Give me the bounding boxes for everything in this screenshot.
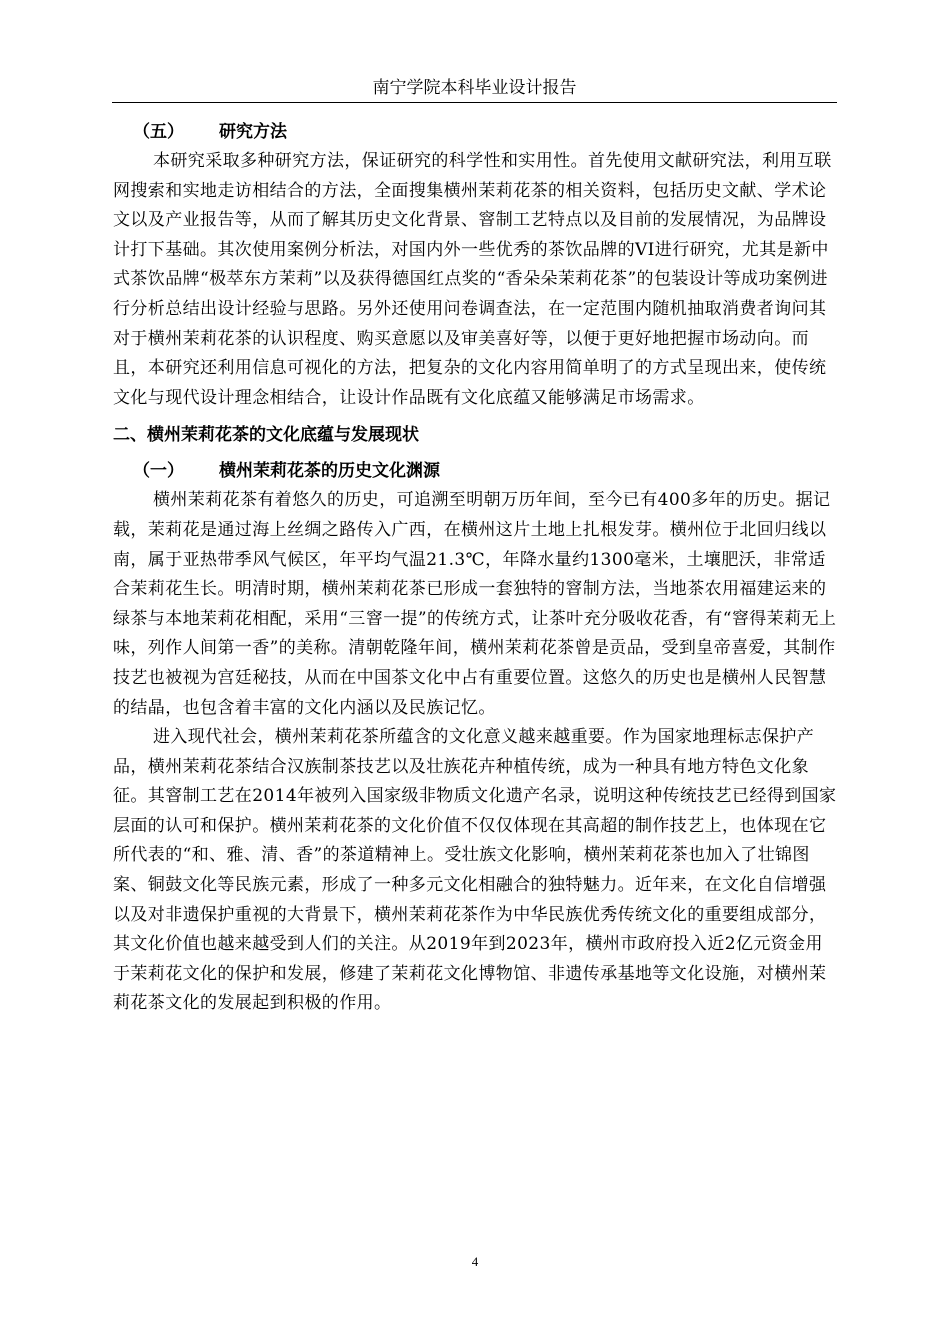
- paragraph-history-2: 进入现代社会，横州茉莉花茶所蕴含的文化意义越来越重要。作为国家地理标志保护产品，横州茉莉花茶结合汉族制茶技艺以及壮族花卉种植传统，成为一种具有地方特色文化象征。其窨制工艺在2014年被列入国家级非物质文化遗产名录，说明这种传统技艺已经得到国家层面的认可和保护。横州茉莉花茶的文化价值不仅仅体现在其高超的制作技艺上，也体现在它所代表的“和、雅、清、香”的茶道精神上。受壮族文化影响，横州茉莉花茶也加入了壮锦图案、铜鼓文化等民族元素，形成了一种多元文化相融合的独特魅力。近年来，在文化自信增强以及对非遗保护重视的大背景下，横州茉莉花茶作为中华民族优秀传统文化的重要组成部分，其文化价值也越来越受到人们的关注。从2019年到2023年，横州市政府投入近2亿元资金用于茉莉花文化的保护和发展，修建了茉莉花文化博物馆、非遗传承基地等文化设施，对横州茉莉花茶文化的发展起到积极的作用。: [113, 727, 837, 1014]
- section-number: （一）: [133, 461, 184, 482]
- page-header: 南宁学院本科毕业设计报告: [112, 74, 837, 103]
- section-title: 横州茉莉花茶的历史文化渊源: [219, 461, 440, 482]
- page-number: 4: [471, 1254, 479, 1269]
- section-heading-history: [113, 457, 838, 486]
- page-body: [113, 118, 838, 1019]
- section-title: 研究方法: [219, 122, 287, 142]
- paragraph-research-methods: 本研究采取多种研究方法，保证研究的科学性和实用性。首先使用文献研究法，利用互联网搜索和实地走访相结合的方法，全面搜集横州茉莉花茶的相关资料，包括历史文献、学术论文以及产业报告等，从而了解其历史文化背景、窨制工艺特点以及目前的发展情况，为品牌设计打下基础。其次使用案例分析法，对国内外一些优秀的茶饮品牌的VI进行研究，尤其是新中式茶饮品牌“极萃东方茉莉”以及获得德国红点奖的“香朵朵茉莉花茶”的包装设计等成功案例进行分析总结出设计经验与思路。另外还使用问卷调查法，在一定范围内随机抽取消费者询问其对于横州茉莉花茶的认识程度、购买意愿以及审美喜好等，以便于更好地把握市场动向。而且，本研究还利用信息可视化的方法，把复杂的文化内容用简单明了的方式呈现出来，使传统文化与现代设计理念相结合，让设计作品既有文化底蕴又能够满足市场需求。: [113, 151, 832, 408]
- section-number: （五）: [133, 122, 184, 142]
- section-heading-research-methods: [113, 118, 838, 147]
- paragraph-history-1: 横州茉莉花茶有着悠久的历史，可追溯至明朝万历年间，至今已有400多年的历史。据记载，茉莉花是通过海上丝绸之路传入广西，在横州这片土地上扎根发芽。横州位于北回归线以南，属于亚热带季风气候区，年平均气温21.3℃，年降水量约1300毫米，土壤肥沃，非常适合茉莉花生长。明清时期，横州茉莉花茶已形成一套独特的窨制方法，当地茶农用福建运来的绿茶与本地茉莉花相配，采用“三窨一提”的传统方式，让茶叶充分吸收花香，有“窨得茉莉无上味，列作人间第一香”的美称。清朝乾隆年间，横州茉莉花茶曾是贡品，受到皇帝喜爱，其制作技艺也被视为宫廷秘技，从而在中国茶文化中占有重要位置。这悠久的历史也是横州人民智慧的结晶，也包含着丰富的文化内涵以及民族记忆。: [113, 490, 837, 718]
- chapter-heading: 二、横州茉莉花茶的文化底蕴与发展现状: [113, 425, 419, 446]
